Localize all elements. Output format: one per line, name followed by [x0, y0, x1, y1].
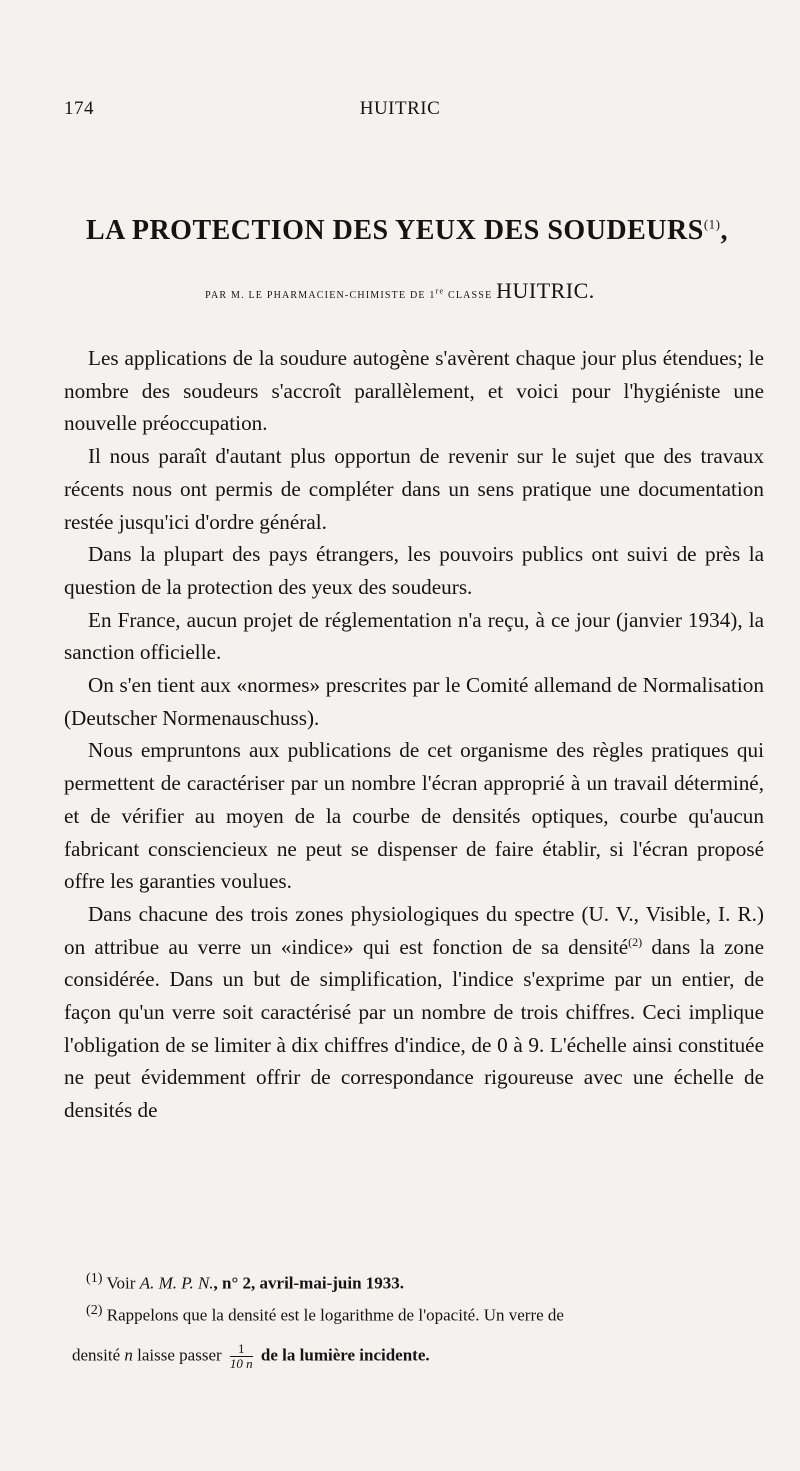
- footnote-1: [64, 1265, 764, 1297]
- paragraph: Dans la plupart des pays étrangers, les pouvoirs publics ont suivi de près la question de la protection des yeux des soudeurs.: [64, 542, 764, 599]
- paragraph: On s'en tient aux «normes» prescrites par le Comité allemand de Normalisation (Deutscher Normenauschuss).: [64, 673, 764, 730]
- paragraph: Nous empruntons aux publications de cet organisme des règles pratiques qui permettent de caractériser par un nombre l'écran approprié à un travail déterminé, et de vérifier au moyen de la courbe de densités optiques, courbe qu'aucun fabricant consciencieux ne peut se dispenser de faire établir, si l'écran proposé offre les garanties voulues.: [64, 738, 764, 894]
- author-name: HUITRIC.: [496, 278, 595, 303]
- title-footnote-marker: (1): [703, 216, 721, 232]
- footnote-2-continued: [64, 1342, 764, 1371]
- footnote-2-variable: n: [124, 1345, 133, 1365]
- page-number: 174: [64, 98, 94, 119]
- article-body: [64, 342, 764, 1127]
- footnote-2-text-mid: laisse passer: [132, 1345, 222, 1365]
- paragraph: Les applications de la soudure autogène s'avèrent chaque jour plus étendues; le nombre des soudeurs s'accroît parallèlement, et voici pour l'hygiéniste une nouvelle préoccupation.: [64, 346, 764, 436]
- article-title: LA PROTECTION DES YEUX DES SOUDEURS$^{(1)}$,: [86, 215, 728, 246]
- footnotes: [64, 1265, 764, 1371]
- footnote-1-marker: (1): [86, 1270, 103, 1286]
- footnote-1-date: , n° 2, avril-mai-juin 1933.: [213, 1273, 405, 1293]
- footnote-2-text-pre: densité: [72, 1345, 125, 1365]
- paragraph: Il nous paraît d'autant plus opportun de revenir sur le sujet que des travaux récents nous ont permis de compléter dans un sens pratique une documentation restée jusqu'ici d'ordre général.: [64, 444, 764, 534]
- byline-class: CLASSE: [444, 290, 497, 301]
- footnote-1-journal: A. M. P. N.: [139, 1273, 214, 1293]
- fraction-denominator: 10 n: [229, 1356, 253, 1372]
- fraction-numerator: 1: [230, 1342, 253, 1357]
- footnote-2-text-post: de la lumière incidente.: [260, 1345, 430, 1365]
- paragraph: [64, 898, 764, 1127]
- footnote-2-marker: (2): [86, 1301, 103, 1318]
- footnote-1-text: Voir: [106, 1273, 140, 1293]
- footnote-2-text: Rappelons que la densité est le logarithme de l'opacité. Un verre de: [106, 1305, 564, 1325]
- running-title: HUITRIC: [359, 98, 441, 119]
- fraction: [230, 1342, 253, 1371]
- footnote-2: [64, 1297, 764, 1329]
- paragraph-text: dans la zone considérée. Dans un but de simplification, l'indice s'exprime par un entier, de façon qu'un verre soit caractérisé par un nombre de trois chiffres. Ceci implique l'obligation de se limiter à dix chiffres d'indice, de 0 à 9. L'échelle ainsi constituée ne peut évidemment offrir de correspondance rigoureuse avec une échelle de densités de: [64, 934, 765, 1123]
- byline-prefix: PAR M. LE PHARMACIEN-CHIMISTE DE 1: [205, 290, 436, 301]
- byline: [64, 278, 736, 304]
- article-title-text: LA PROTECTION DES YEUX DES SOUDEURS: [86, 215, 704, 246]
- page-header: [64, 98, 736, 124]
- footnote-marker: (2): [628, 934, 643, 949]
- paragraph-text: Dans chacune des trois zones physiologiques du spectre (U. V., Visible, I. R.) on attribue au verre un «indice» qui est fonction de sa densité: [64, 901, 764, 959]
- paragraph: En France, aucun projet de réglementation n'a reçu, à ce jour (janvier 1934), la sanction officielle.: [64, 607, 764, 665]
- byline-sup: re: [435, 286, 445, 296]
